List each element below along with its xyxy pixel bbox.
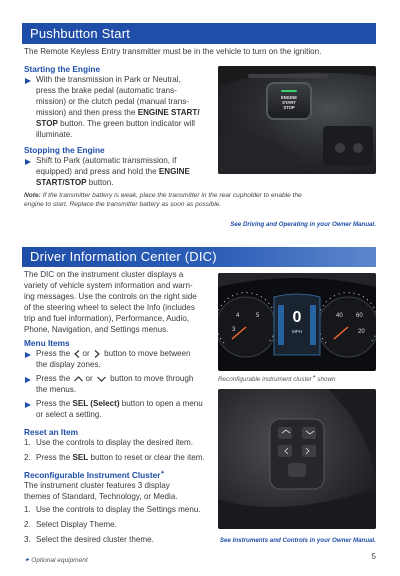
cluster-speed-digit: 0 xyxy=(292,309,302,326)
step-text: Select the desired cluster theme. xyxy=(36,535,154,544)
engine-start-stop-button-label xyxy=(268,95,310,110)
reconfig-intro-line: The instrument cluster features 3 display xyxy=(24,481,170,490)
starting-line xyxy=(36,107,216,118)
steering-wheel-controls-photo xyxy=(218,389,376,529)
starting-line xyxy=(36,118,216,129)
menu-item-line xyxy=(36,398,222,409)
step-text: button to reset or clear the item. xyxy=(88,453,205,462)
optional-star-icon: ✦ xyxy=(160,470,165,477)
bullet-arrow-icon xyxy=(25,377,31,383)
note-text: If the transmitter battery is weak, place the transmitter in the rear cupholder to enable the xyxy=(40,192,302,199)
engine-start-button-photo xyxy=(218,66,376,174)
stopping-line xyxy=(36,166,216,177)
sel-select-label: SEL (Select) xyxy=(72,399,120,408)
start-stop-label: START/STOP xyxy=(36,178,87,187)
stopping-line xyxy=(36,177,216,188)
dic-intro-line: of the steering wheel to select the Info (includes xyxy=(24,303,195,312)
svg-text:4: 4 xyxy=(236,313,240,319)
cluster-caption xyxy=(218,374,336,383)
starting-line-text: mission) and then press the xyxy=(36,108,138,117)
instrument-cluster-photo xyxy=(218,273,376,371)
menu-item-text: or xyxy=(82,349,90,358)
page-number: 5 xyxy=(371,552,376,561)
reconfigurable-cluster-heading xyxy=(24,470,165,480)
menu-item-text: button to move between xyxy=(104,349,191,358)
menu-item-line xyxy=(36,373,222,384)
steering-wheel-illustration xyxy=(218,389,376,529)
engine-start-stop-button xyxy=(266,82,312,120)
reset-step-1 xyxy=(24,437,193,448)
stopping-line: Shift to Park (automatic transmission, if xyxy=(36,156,177,165)
menu-item-text: Press the xyxy=(36,374,71,383)
starting-line: With the transmission in Park or Neutral, xyxy=(36,75,181,84)
starting-engine-heading: Starting the Engine xyxy=(24,64,101,74)
reconfigurable-intro xyxy=(24,480,214,502)
note-line xyxy=(24,191,380,200)
bullet-arrow-icon xyxy=(25,159,31,165)
cluster-speed-unit: MPH xyxy=(292,329,302,334)
button-label-line: START xyxy=(282,100,296,105)
bullet-arrow-icon xyxy=(25,78,31,84)
optional-equipment-footnote xyxy=(24,556,88,564)
sel-label: SEL xyxy=(72,453,89,462)
caption-text: shown xyxy=(315,376,336,384)
svg-text:60: 60 xyxy=(356,313,363,319)
menu-item-line: or select a setting. xyxy=(36,410,102,419)
bullet-arrow-icon xyxy=(25,352,31,358)
note-line: engine to start. Replace the transmitter battery as soon as possible. xyxy=(24,201,222,208)
dic-intro-line: ing messages. Use the controls on the right side xyxy=(24,292,197,301)
right-arrow-icon xyxy=(94,350,100,358)
dic-owner-manual-reference: See Instruments and Controls in your Owner Manual. xyxy=(219,537,376,544)
stopping-engine-text xyxy=(36,155,216,188)
step-number: 1. xyxy=(24,505,31,514)
left-arrow-icon xyxy=(74,350,80,358)
caption-text: Reconfigurable instrument cluster xyxy=(218,376,312,384)
reconfig-step-3 xyxy=(24,534,154,545)
menu-item-line xyxy=(36,348,222,359)
dic-banner xyxy=(22,247,376,267)
dic-intro-line: trip and fuel information), Performance, Audio, xyxy=(24,314,190,323)
menu-items-heading: Menu Items xyxy=(24,338,70,348)
menu-item-text: Press the xyxy=(36,399,73,408)
dic-intro-line: variety of vehicle system information and warn- xyxy=(24,281,193,290)
stopping-line-text: button. xyxy=(86,178,114,187)
menu-item-text: Press the xyxy=(36,349,71,358)
step-number: 1. xyxy=(24,438,31,447)
step-number: 2. xyxy=(24,453,31,462)
transmitter-note xyxy=(24,191,380,209)
optional-star-icon: ✦ xyxy=(24,557,30,564)
green-indicator-light xyxy=(281,90,297,92)
menu-item-text: button to open a menu xyxy=(119,399,203,408)
dic-intro-line: Phone, Navigation, and Settings menus. xyxy=(24,325,169,334)
menu-item-text: or xyxy=(85,374,93,383)
starting-engine-text xyxy=(36,74,216,140)
svg-text:20: 20 xyxy=(358,329,365,335)
reset-step-2 xyxy=(24,452,205,463)
stopping-engine-heading: Stopping the Engine xyxy=(24,145,105,155)
reconfig-step-2 xyxy=(24,519,117,530)
dic-intro xyxy=(24,269,216,335)
dic-intro-line: The DIC on the instrument cluster displays a xyxy=(24,270,184,279)
step-text: Use the controls to display the desired item. xyxy=(36,438,194,447)
step-number: 2. xyxy=(24,520,31,529)
starting-line: press the brake pedal (automatic trans- xyxy=(36,86,177,95)
pushbutton-intro: The Remote Keyless Entry transmitter must be in the vehicle to turn on the ignition. xyxy=(24,47,322,56)
pushbutton-owner-manual-reference: See Driving and Operating in your Owner Manual. xyxy=(230,221,376,228)
svg-text:5: 5 xyxy=(256,313,260,319)
optional-star-icon: ✦ xyxy=(311,374,316,379)
reconfig-step-1 xyxy=(24,504,201,515)
svg-text:3: 3 xyxy=(232,327,236,333)
stopping-line-text: equipped) and press and hold the xyxy=(36,167,159,176)
up-arrow-icon xyxy=(74,376,83,382)
step-text: Select Display Theme. xyxy=(36,520,117,529)
menu-item-line: the display zones. xyxy=(36,360,101,369)
svg-text:40: 40 xyxy=(336,313,343,319)
dic-title: Driver Information Center (DIC) xyxy=(30,249,217,264)
starting-line: mission) or the clutch pedal (manual trans- xyxy=(36,97,189,106)
down-arrow-icon xyxy=(97,376,106,382)
heading-text: Reconfigurable Instrument Cluster xyxy=(24,470,161,480)
button-label-line: ENGINE xyxy=(280,95,298,100)
menu-item-text: button to move through xyxy=(110,374,194,383)
pushbutton-start-banner xyxy=(22,23,376,44)
pushbutton-start-title: Pushbutton Start xyxy=(30,26,131,41)
reconfig-intro-line: themes of Standard, Technology, or Media. xyxy=(24,492,178,501)
footnote-text: Optional equipment xyxy=(31,557,88,564)
step-number: 3. xyxy=(24,535,31,544)
stop-label: STOP xyxy=(36,119,58,128)
engine-start-stop-label: ENGINE START/ xyxy=(137,108,200,117)
engine-label: ENGINE xyxy=(158,167,190,176)
note-label: Note: xyxy=(24,192,41,199)
step-text: Press the xyxy=(36,453,73,462)
menu-item-line: the menus. xyxy=(36,385,77,394)
menu-item-select xyxy=(36,398,222,420)
menu-item-zones xyxy=(36,348,222,370)
menu-item-menus xyxy=(36,373,222,395)
starting-line-text: button. The green button indicator will xyxy=(57,119,195,128)
step-text: Use the controls to display the Settings menu. xyxy=(36,505,201,514)
bullet-arrow-icon xyxy=(25,402,31,408)
button-label-line: STOP xyxy=(283,105,295,110)
reset-item-heading: Reset an Item xyxy=(24,427,78,437)
starting-line: illuminate. xyxy=(36,130,73,139)
